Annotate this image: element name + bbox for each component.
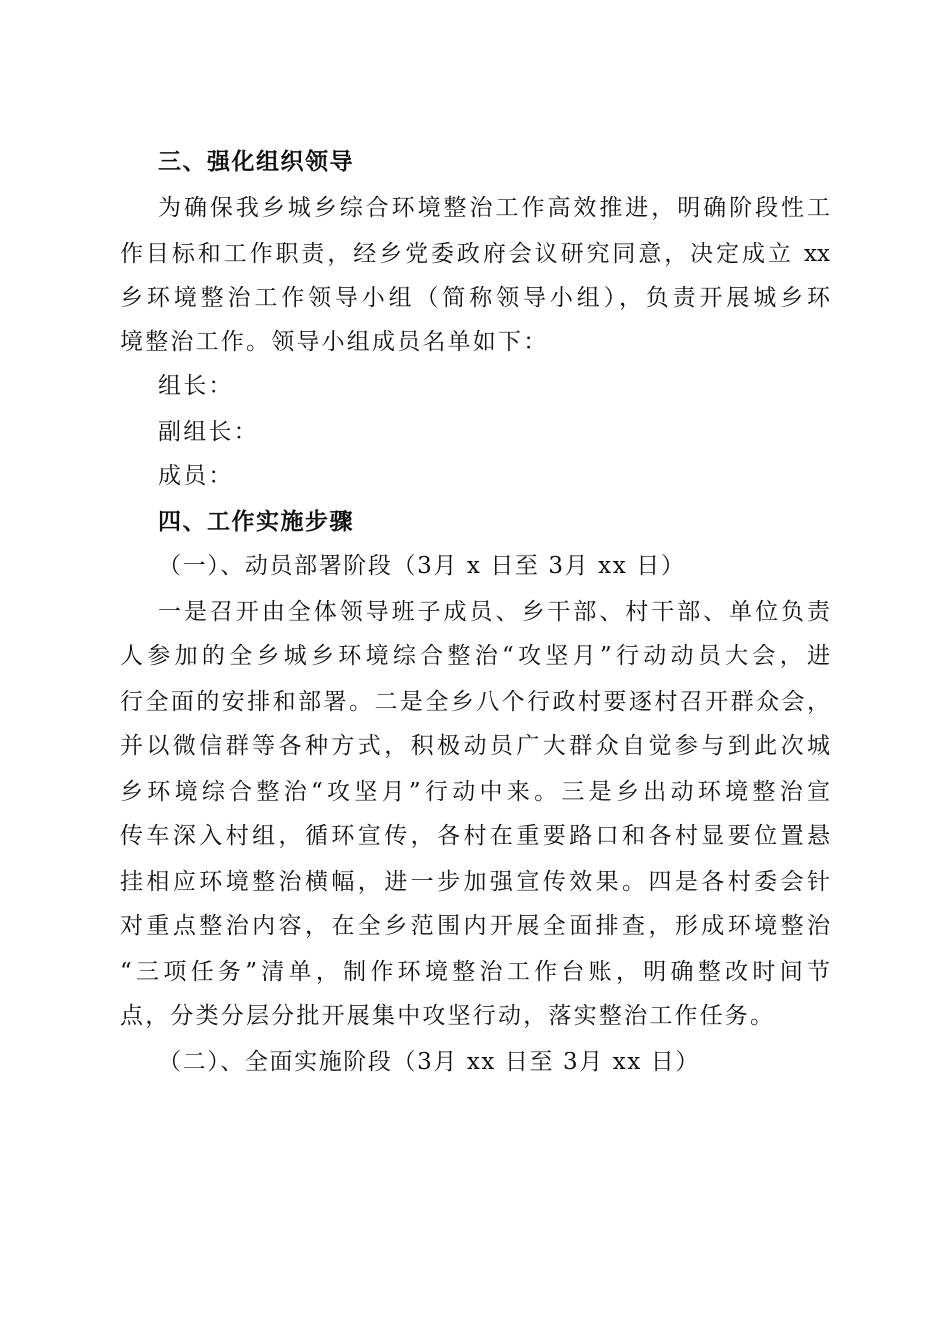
stage-1-line-1: 一是召开由全体领导班子成员、乡干部、村干部、单位负责: [158, 599, 830, 625]
section-3-heading: 三、强化组织领导: [158, 149, 354, 175]
stage-2-title: （二）、全面实施阶段（3月 xx 日至 3月 xx 日）: [158, 1049, 701, 1075]
stage-1-line-2: 人参加的全乡城乡环境综合整治“攻坚月”行动动员大会，进: [120, 643, 830, 669]
stage-1-line-4: 并以微信群等各种方式，积极动员广大群众自觉参与到此次城: [120, 733, 830, 759]
section-3-para-line-1: 为确保我乡城乡综合环境整治工作高效推进，明确阶段性工: [158, 195, 830, 221]
stage-1-line-3: 行全面的安排和部署。二是全乡八个行政村要逐村召开群众会，: [120, 689, 830, 715]
section-3-para-line-3: 乡环境整治工作领导小组（简称领导小组），负责开展城乡环: [120, 285, 830, 311]
section-3-para-line-2: 作目标和工作职责，经乡党委政府会议研究同意，决定成立 xx: [120, 241, 830, 267]
stage-1-line-8: 对重点整治内容，在全乡范围内开展全面排查，形成环境整治: [120, 913, 830, 939]
members-label: 成员：: [158, 463, 234, 489]
stage-1-title: （一）、动员部署阶段（3月 x 日至 3月 xx 日）: [158, 553, 686, 579]
stage-1-line-5: 乡环境综合整治“攻坚月”行动中来。三是乡出动环境整治宣: [120, 779, 830, 805]
stage-1-line-9: “三项任务”清单，制作环境整治工作台账，明确整改时间节: [120, 959, 830, 985]
section-4-heading: 四、工作实施步骤: [158, 509, 354, 535]
stage-1-line-10: 点，分类分层分批开展集中攻坚行动，落实整治工作任务。: [120, 1003, 776, 1029]
leader-label: 组长：: [158, 373, 234, 399]
stage-1-line-6: 传车深入村组，循环宣传，各村在重要路口和各村显要位置悬: [120, 823, 830, 849]
section-3-para-line-4: 境整治工作。领导小组成员名单如下：: [120, 329, 549, 355]
stage-1-line-7: 挂相应环境整治横幅，进一步加强宣传效果。四是各村委会针: [120, 869, 830, 895]
deputy-leader-label: 副组长：: [158, 419, 259, 445]
